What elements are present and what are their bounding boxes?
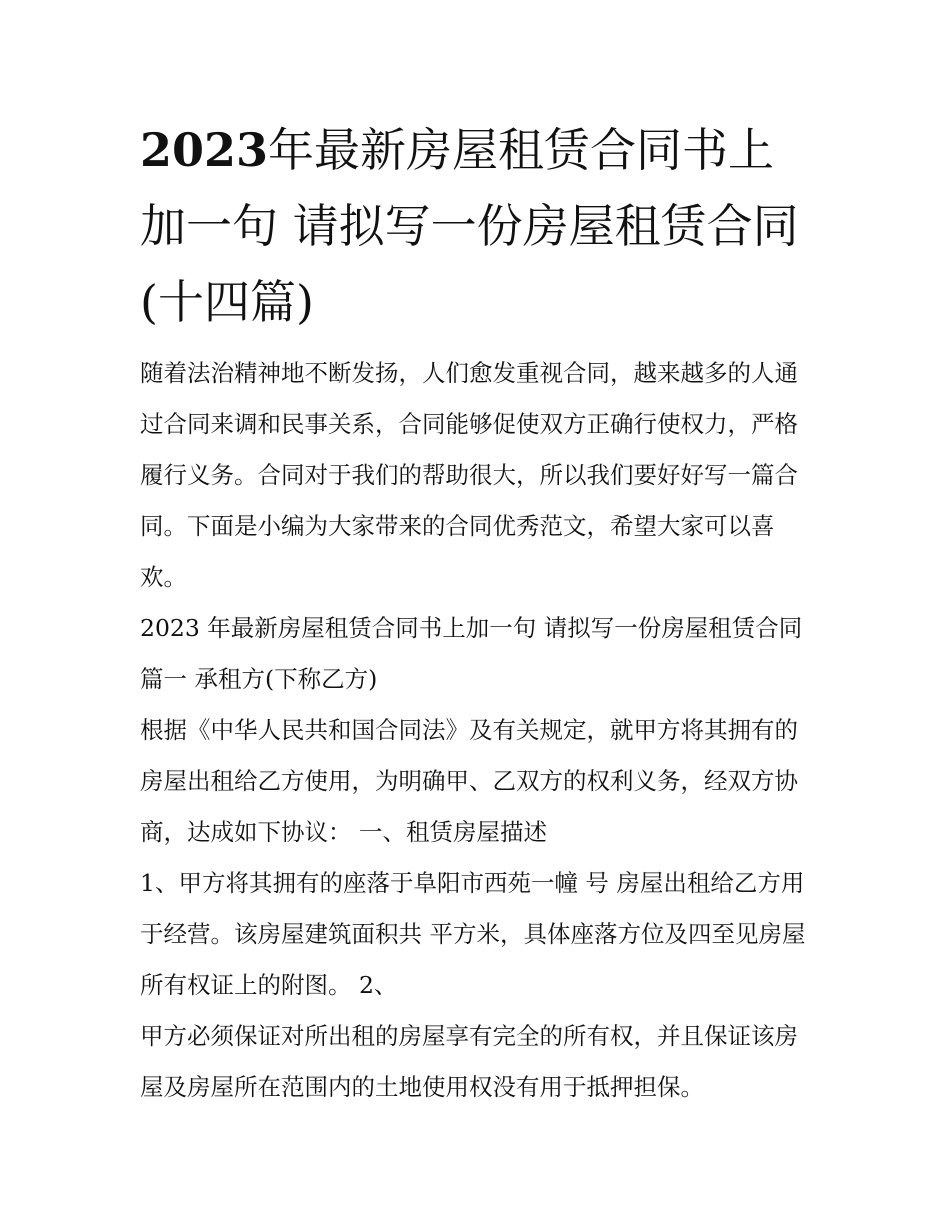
intro-paragraph: 随着法治精神地不断发扬，人们愈发重视合同，越来越多的人通过合同来调和民事关系，合同能够促使双方正确行使权力，严格履行义务。合同对于我们的帮助很大，所以我们要好好写一篇合同。下面是小编为大家带来的合同优秀范文，希望大家可以喜欢。 [140, 359, 798, 591]
document-page [140, 112, 820, 1113]
clause-2-paragraph: 甲方必须保证对所出租的房屋享有完全的所有权，并且保证该房屋及房屋所在范围内的土地使用权没有用于抵押担保。 [140, 1022, 798, 1101]
document-title [140, 112, 810, 340]
title-text: 年最新房屋租赁合同书上加一句 请拟写一份房屋租赁合同(十四篇) [140, 123, 799, 329]
legal-basis-paragraph: 根据《中华人民共和国合同法》及有关规定，就甲方将其拥有的房屋出租给乙方使用，为明确甲、乙双方的权利义务，经双方协商，达成如下协议： 一、租赁房屋描述 [140, 716, 798, 846]
section-heading-paragraph: 2023 年最新房屋租赁合同书上加一句 请拟写一份房屋租赁合同篇一 承租方(下称乙方) [140, 614, 803, 693]
title-year: 2023 [140, 123, 269, 177]
clause-1-paragraph: 1、甲方将其拥有的座落于阜阳市西苑一幢 号 房屋出租给乙方用于经营。该房屋建筑面积共 平方米，具体座落方位及四至见房屋所有权证上的附图。 2、 [140, 869, 806, 999]
